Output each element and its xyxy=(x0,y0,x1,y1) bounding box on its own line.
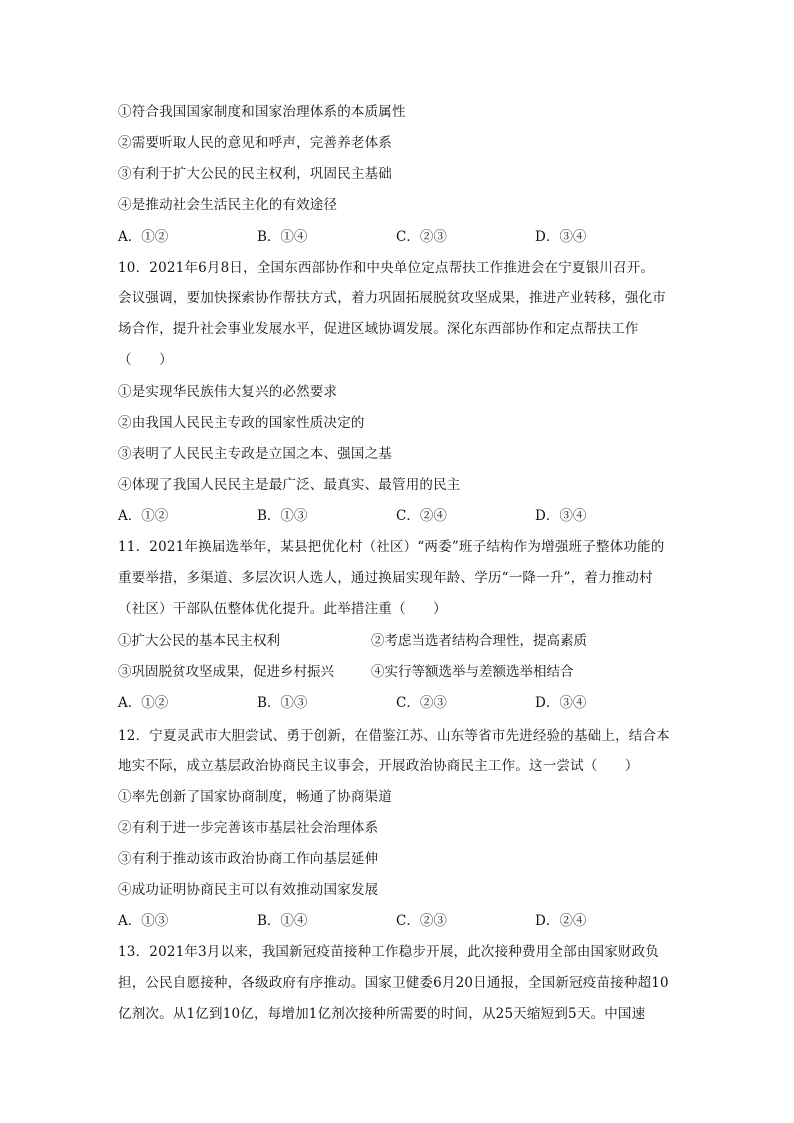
q11-stem-line-2: 重要举措，多渠道、多层次识人选人，通过换届实现年龄、学历“一降一升”，着力推动村 xyxy=(118,570,653,586)
q10-statement-2: ②由我国人民民主专政的国家性质决定的 xyxy=(118,415,365,431)
q12-option-d: D．②④ xyxy=(535,913,587,929)
q12-stem-line-1: 12．宁夏灵武市大胆尝试、勇于创新，在借鉴江苏、山东等省市先进经验的基础上，结合本 xyxy=(118,728,670,744)
q12-statement-4: ④成功证明协商民主可以有效推动国家发展 xyxy=(118,882,379,898)
q10-option-d: D．③④ xyxy=(535,508,587,524)
q11-statement-2: ②考虑当选者结构合理性，提高素质 xyxy=(371,633,587,649)
q9-option-d: D．③④ xyxy=(535,229,587,245)
q12-statement-3: ③有利于推动该市政治协商工作向基层延伸 xyxy=(118,851,379,867)
q11-stem-line-3: （社区）干部队伍整体优化提升。此举措注重（ ） xyxy=(118,601,447,617)
q10-option-a: A．①② xyxy=(118,508,169,524)
q12-option-b: B．①④ xyxy=(257,913,308,929)
q11-statement-3: ③巩固脱贫攻坚成果，促进乡村振兴 xyxy=(118,664,334,680)
q11-stem-line-1: 11．2021年换届选举年，某县把优化村（社区）“两委”班子结构作为增强班子整体功能的 xyxy=(118,539,665,555)
q12-option-a: A．①③ xyxy=(118,913,169,929)
q11-option-c: C．②③ xyxy=(396,695,447,711)
q9-statement-4: ④是推动社会生活民主化的有效途径 xyxy=(118,197,338,213)
q10-stem-line-1: 10．2021年6月8日，全国东西部协作和中央单位定点帮扶工作推进会在宁夏银川召开。 xyxy=(118,260,655,276)
q10-option-c: C．②④ xyxy=(396,508,447,524)
q11-statement-4: ④实行等额选举与差额选举相结合 xyxy=(371,664,574,680)
q10-stem-line-4: （ ） xyxy=(118,352,173,368)
q12-option-c: C．②③ xyxy=(396,913,447,929)
q9-option-a: A．①② xyxy=(118,229,169,245)
q10-statement-3: ③表明了人民民主专政是立国之本、强国之基 xyxy=(118,446,392,462)
q9-option-c: C．②③ xyxy=(396,229,447,245)
q10-stem-line-2: 会议强调，要加快探索协作帮扶方式，着力巩固拓展脱贫攻坚成果，推进产业转移，强化市 xyxy=(118,290,666,306)
q11-option-b: B．①③ xyxy=(257,695,308,711)
q10-statement-1: ①是实现华民族伟大复兴的必然要求 xyxy=(118,384,338,400)
q12-statement-1: ①率先创新了国家协商制度，畅通了协商渠道 xyxy=(118,789,392,805)
q9-option-b: B．①④ xyxy=(257,229,308,245)
q13-stem-line-3: 亿剂次。从1亿到10亿，每增加1亿剂次接种所需要的时间，从25天缩短到5天。中国速 xyxy=(118,1006,646,1022)
q9-statement-1: ①符合我国国家制度和国家治理体系的本质属性 xyxy=(118,104,406,120)
q10-statement-4: ④体现了我国人民民主是最广泛、最真实、最管用的民主 xyxy=(118,477,461,493)
q10-stem-line-3: 场合作，提升社会事业发展水平，促进区域协调发展。深化东西部协作和定点帮扶工作 xyxy=(118,321,639,337)
q12-stem-line-2: 地实不际，成立基层政治协商民主议事会，开展政治协商民主工作。这一尝试（ ） xyxy=(118,758,639,774)
q13-stem-line-2: 担，公民自愿接种，各级政府有序推动。国家卫健委6月20日通报，全国新冠疫苗接种超10 xyxy=(118,975,669,991)
q12-statement-2: ②有利于进一步完善该市基层社会治理体系 xyxy=(118,820,379,836)
q13-stem-line-1: 13．2021年3月以来，我国新冠疫苗接种工作稳步开展，此次接种费用全部由国家财政负 xyxy=(118,944,660,960)
q11-option-a: A．①② xyxy=(118,695,169,711)
q10-option-b: B．①③ xyxy=(257,508,308,524)
q11-option-d: D．③④ xyxy=(535,695,587,711)
q11-statement-1: ①扩大公民的基本民主权利 xyxy=(118,633,280,649)
q9-statement-2: ②需要听取人民的意见和呼声，完善养老体系 xyxy=(118,135,392,151)
q9-statement-3: ③有利于扩大公民的民主权利，巩固民主基础 xyxy=(118,166,392,182)
